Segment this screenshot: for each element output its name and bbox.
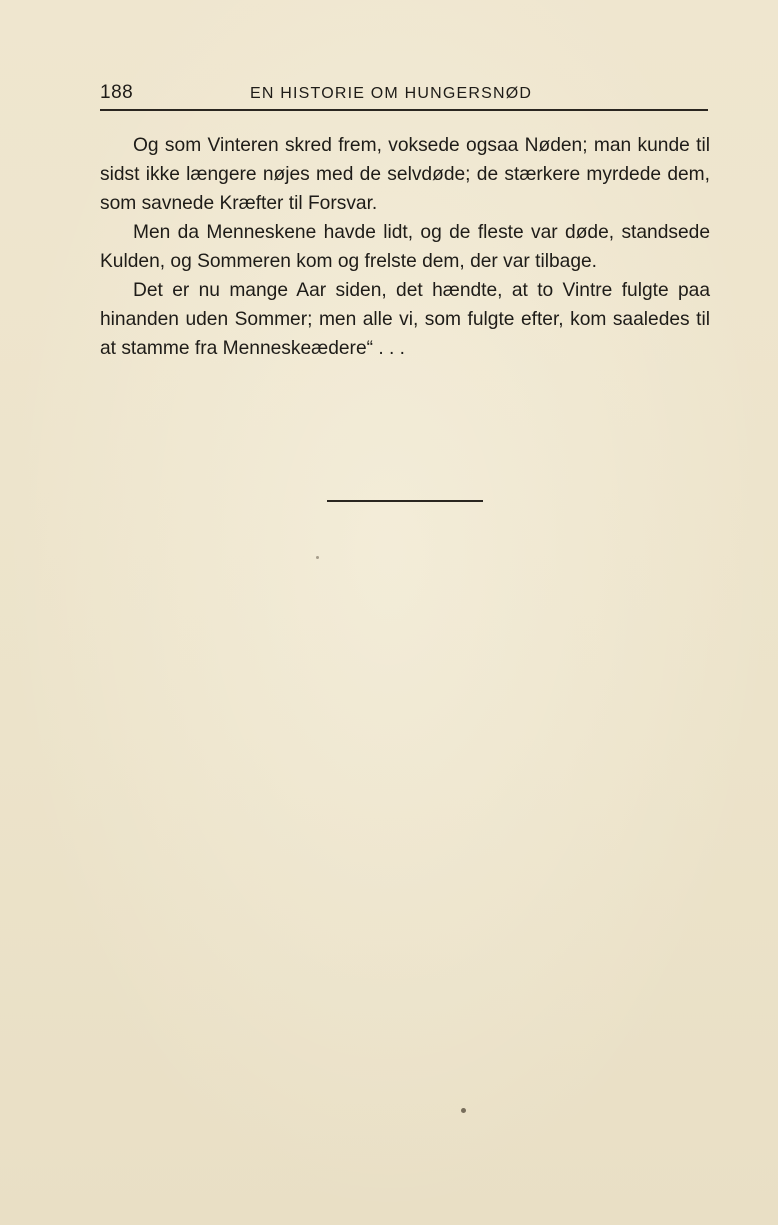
page-number: 188 bbox=[100, 82, 134, 103]
running-title: EN HISTORIE OM HUNGERSNØD bbox=[250, 85, 533, 102]
paragraph-1: Og som Vinteren skred frem, voksede ogsaa Nøden; man kunde til sidst ikke længere nøjes med de selvdøde; de stærkere myrdede dem, som savnede Kræfter til Forsvar. bbox=[100, 135, 710, 214]
body-text bbox=[100, 131, 710, 363]
paper-speck bbox=[461, 1108, 466, 1113]
header-rule bbox=[100, 109, 708, 111]
section-end-rule bbox=[327, 500, 483, 502]
paragraph-2: Men da Menneskene havde lidt, og de fleste var døde, standsede Kulden, og Sommeren kom og frelste dem, der var tilbage. bbox=[100, 222, 710, 272]
paper-speck bbox=[316, 556, 319, 559]
paragraph-3: Det er nu mange Aar siden, det hændte, at to Vintre fulgte paa hinanden uden Sommer; men alle vi, som fulgte efter, kom saaledes til at stamme fra Menneskeædere“ . . . bbox=[100, 280, 710, 359]
